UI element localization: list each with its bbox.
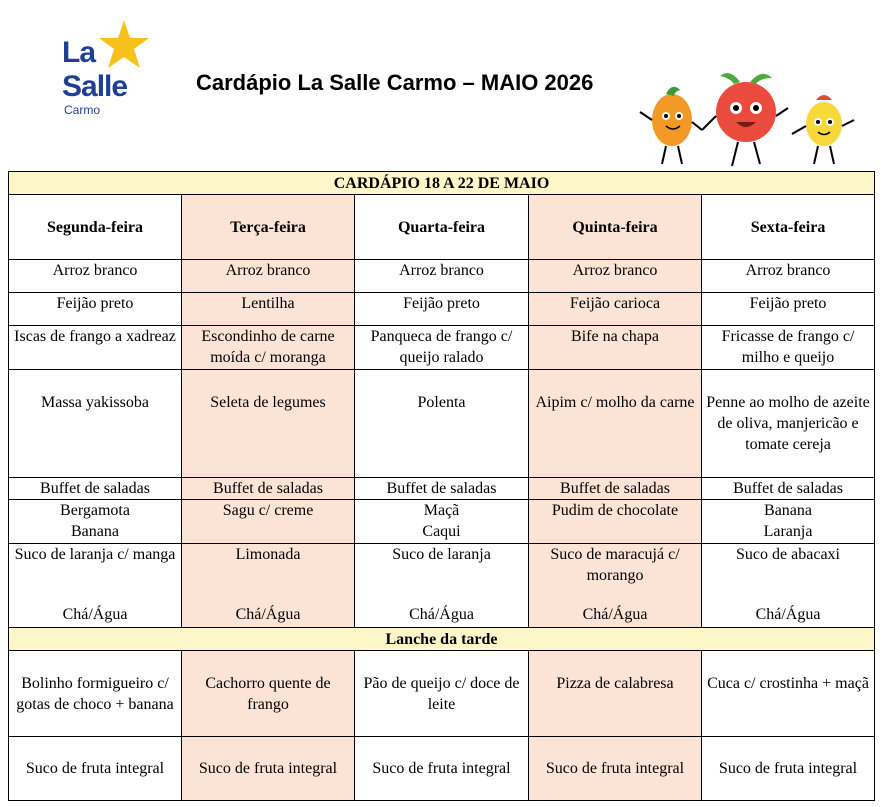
afternoon-header: Lanche da tarde [9, 628, 875, 651]
juice-text: Suco de maracujá c/ morango [550, 546, 680, 584]
menu-cell: Feijão preto [702, 293, 875, 326]
menu-cell: Buffet de saladas [529, 478, 702, 500]
snack-cell: Pão de queijo c/ doce de leite [355, 651, 529, 737]
snack-cell: Bolinho formigueiro c/ gotas de choco + banana [9, 651, 182, 737]
menu-cell: Seleta de legumes [182, 370, 355, 478]
menu-cell [355, 500, 529, 544]
menu-cell: Buffet de saladas [702, 478, 875, 500]
day-header-monday: Segunda-feira [9, 195, 182, 260]
menu-cell: Penne ao molho de azeite de oliva, manjericão e tomate cereja [702, 370, 875, 478]
menu-cell: Lentilha [182, 293, 355, 326]
menu-cell [702, 500, 875, 544]
dessert-line: Banana [764, 502, 812, 519]
day-header-thursday: Quinta-feira [529, 195, 702, 260]
menu-cell [182, 500, 355, 544]
menu-cell: Arroz branco [182, 260, 355, 293]
menu-cell: Arroz branco [702, 260, 875, 293]
menu-cell: Arroz branco [529, 260, 702, 293]
menu-cell: Bife na chapa [529, 326, 702, 370]
dessert-line: Caqui [422, 523, 461, 540]
juice-text: Suco de laranja c/ manga [14, 546, 176, 563]
menu-cell [529, 544, 702, 628]
logo-line2: Salle [62, 70, 128, 103]
menu-cell: Aipim c/ molho da carne [529, 370, 702, 478]
menu-cell: Escondinho de carne moída c/ moranga [182, 326, 355, 370]
day-header-friday: Sexta-feira [702, 195, 875, 260]
dessert-line: Bergamota [60, 502, 130, 519]
page-title: Cardápio La Salle Carmo – MAIO 2026 [196, 70, 594, 95]
day-header-wednesday: Quarta-feira [355, 195, 529, 260]
snack-cell: Pizza de calabresa [529, 651, 702, 737]
menu-cell: Massa yakissoba [9, 370, 182, 478]
menu-cell [9, 500, 182, 544]
snack-juice-cell: Suco de fruta integral [529, 737, 702, 801]
logo-line1: La [62, 36, 96, 69]
snack-cell: Cachorro quente de frango [182, 651, 355, 737]
menu-cell: Buffet de saladas [182, 478, 355, 500]
day-header-tuesday: Terça-feira [182, 195, 355, 260]
fruit-mascots-illustration [636, 64, 862, 174]
menu-cell [702, 544, 875, 628]
dessert-line: Maçã [423, 502, 460, 519]
tea-text: Chá/Água [409, 606, 474, 623]
menu-cell: Polenta [355, 370, 529, 478]
snack-juice-cell: Suco de fruta integral [9, 737, 182, 801]
dessert-line: Laranja [763, 523, 813, 540]
menu-cell: Arroz branco [9, 260, 182, 293]
snack-juice-cell: Suco de fruta integral [182, 737, 355, 801]
week-header: CARDÁPIO 18 A 22 DE MAIO [9, 172, 875, 195]
menu-cell: Iscas de frango a xadreaz [9, 326, 182, 370]
menu-cell: Feijão preto [355, 293, 529, 326]
menu-cell: Buffet de saladas [9, 478, 182, 500]
menu-cell: Feijão carioca [529, 293, 702, 326]
menu-cell: Buffet de saladas [355, 478, 529, 500]
lasalle-logo [60, 24, 150, 117]
tea-text: Chá/Água [235, 606, 301, 623]
dessert-line: Pudim de chocolate [551, 502, 679, 519]
tea-text: Chá/Água [62, 606, 128, 623]
menu-cell [529, 500, 702, 544]
snack-juice-cell: Suco de fruta integral [702, 737, 875, 801]
menu-cell: Feijão preto [9, 293, 182, 326]
menu-cell [182, 544, 355, 628]
menu-table [8, 171, 875, 801]
menu-cell [355, 544, 529, 628]
menu-cell: Fricasse de frango c/ milho e queijo [702, 326, 875, 370]
tea-text: Chá/Água [582, 606, 648, 623]
dessert-line: Banana [71, 523, 119, 540]
snack-juice-cell: Suco de fruta integral [355, 737, 529, 801]
menu-cell [9, 544, 182, 628]
juice-text: Limonada [235, 546, 301, 563]
menu-cell: Panqueca de frango c/ queijo ralado [355, 326, 529, 370]
logo-subtitle: Carmo [64, 103, 101, 117]
star-icon [96, 18, 152, 74]
snack-cell: Cuca c/ crostinha + maçã [702, 651, 875, 737]
juice-text: Suco de abacaxi [736, 546, 840, 563]
dessert-line: Sagu c/ creme [222, 502, 314, 519]
menu-cell: Arroz branco [355, 260, 529, 293]
tea-text: Chá/Água [755, 606, 821, 623]
juice-text: Suco de laranja [392, 546, 491, 563]
